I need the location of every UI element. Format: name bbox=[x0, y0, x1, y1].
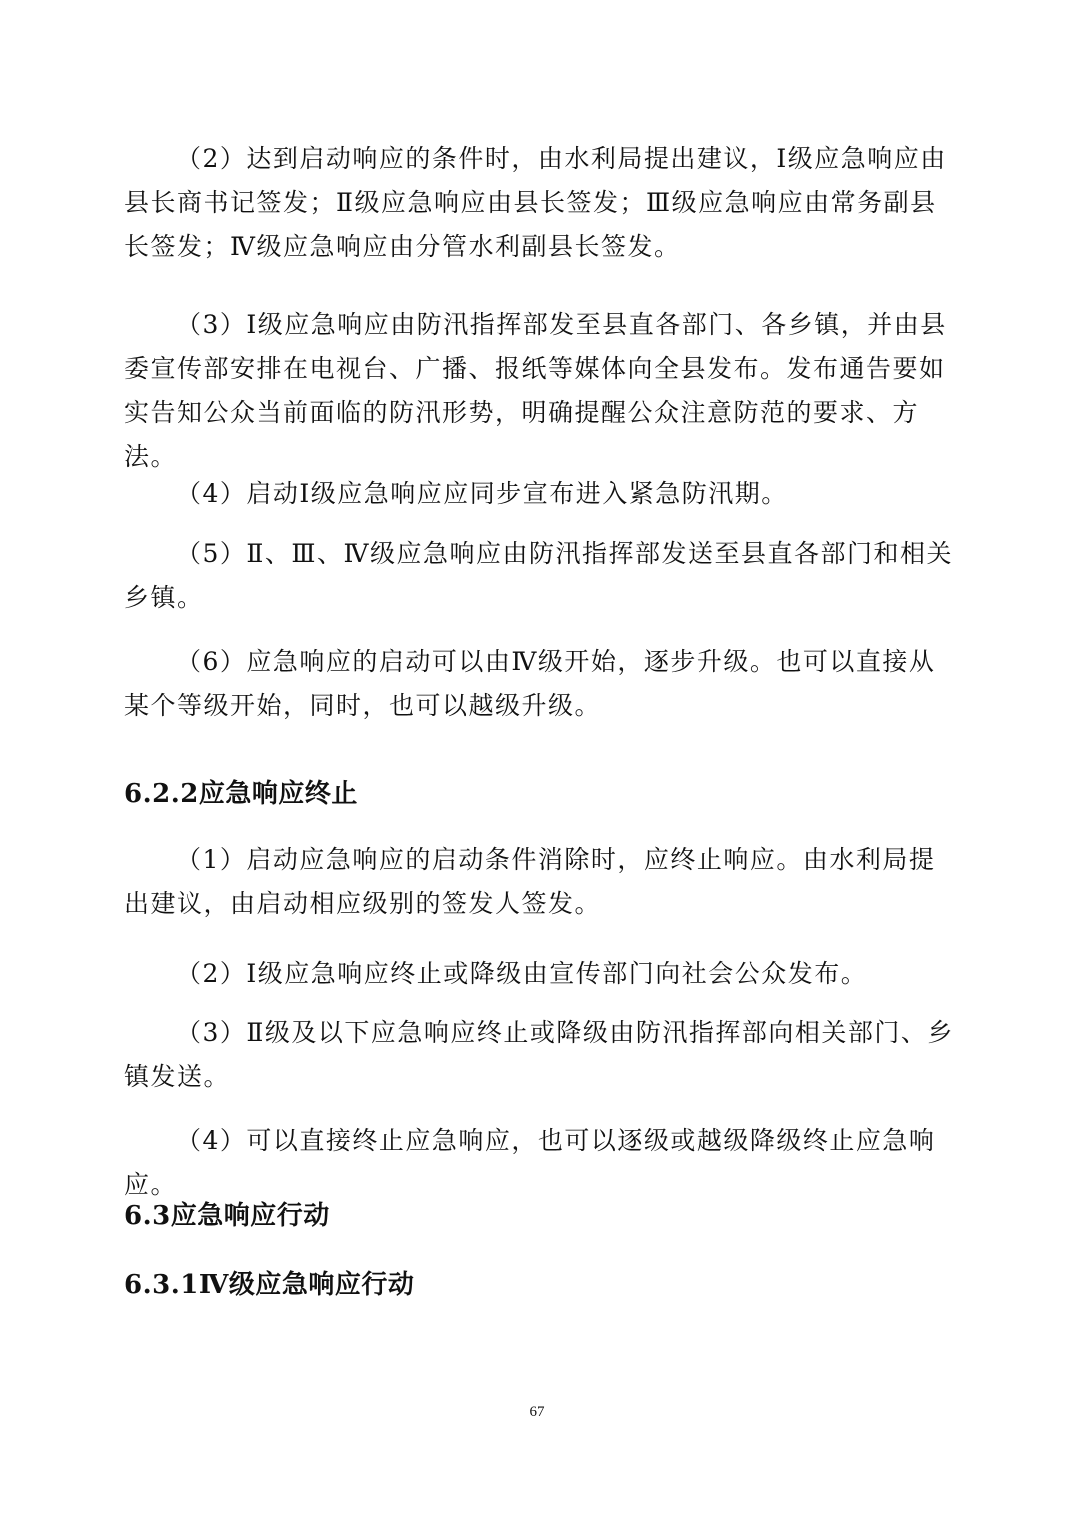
paragraph-text: （2）Ⅰ级应急响应终止或降级由宣传部门向社会公众发布。 bbox=[176, 959, 868, 988]
subsection-heading: 6.3.1Ⅳ级应急响应行动 bbox=[124, 1270, 415, 1300]
paragraph-launch-5 bbox=[124, 532, 954, 620]
paragraph-terminate-2 bbox=[124, 952, 954, 996]
paragraph-text: （4）可以直接终止应急响应，也可以逐级或越级降级终止应急响应。 bbox=[124, 1126, 936, 1199]
section-heading: 6.3应急响应行动 bbox=[124, 1201, 330, 1231]
paragraph-terminate-1 bbox=[124, 838, 954, 926]
paragraph-terminate-3 bbox=[124, 1011, 954, 1099]
page-number: 67 bbox=[529, 1404, 545, 1420]
paragraph-launch-4 bbox=[124, 472, 954, 516]
paragraph-terminate-4 bbox=[124, 1119, 954, 1207]
paragraph-text: （6）应急响应的启动可以由Ⅳ级开始，逐步升级。也可以直接从某个等级开始，同时，也可以越级升级。 bbox=[124, 647, 936, 720]
section-heading-6-2-2 bbox=[124, 774, 954, 814]
paragraph-text: （3）Ⅱ级及以下应急响应终止或降级由防汛指挥部向相关部门、乡镇发送。 bbox=[124, 1018, 954, 1091]
paragraph-text: （3）Ⅰ级应急响应由防汛指挥部发至县直各部门、各乡镇，并由县委宣传部安排在电视台、广播、报纸等媒体向全县发布。发布通告要如实告知公众当前面临的防汛形势，明确提醒公众注意防范的要求、方法。 bbox=[124, 310, 947, 471]
section-heading-6-3 bbox=[124, 1196, 954, 1236]
paragraph-launch-3 bbox=[124, 303, 954, 479]
paragraph-launch-6 bbox=[124, 640, 954, 728]
paragraph-launch-2 bbox=[124, 137, 954, 269]
paragraph-text: （1）启动应急响应的启动条件消除时，应终止响应。由水利局提出建议，由启动相应级别的签发人签发。 bbox=[124, 845, 936, 918]
section-heading: 6.2.2应急响应终止 bbox=[124, 779, 358, 809]
section-heading-6-3-1 bbox=[124, 1265, 954, 1305]
paragraph-text: （4）启动Ⅰ级应急响应应同步宣布进入紧急防汛期。 bbox=[176, 479, 788, 508]
paragraph-text: （5）Ⅱ、Ⅲ、Ⅳ级应急响应由防汛指挥部发送至县直各部门和相关乡镇。 bbox=[124, 539, 953, 612]
paragraph-text: （2）达到启动响应的条件时，由水利局提出建议，Ⅰ级应急响应由县长商书记签发；Ⅱ级应急响应由县长签发；Ⅲ级应急响应由常务副县长签发；Ⅳ级应急响应由分管水利副县长签发。 bbox=[124, 144, 947, 261]
